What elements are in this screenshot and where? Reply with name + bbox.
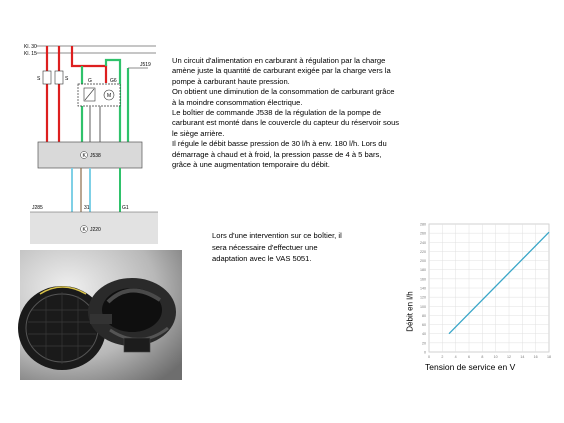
y-axis-label-wrap [403,285,417,345]
desc-line: le siège arrière. [172,128,225,138]
y-tick-label: 240 [420,240,426,245]
x-tick-label: 2 [441,355,444,359]
y-tick-label: 140 [420,286,426,291]
x-tick-label: 8 [481,355,484,359]
desc-line: pompe à carburant haute pression. [172,76,290,86]
desc-line: à la moindre consommation électrique. [172,97,303,107]
relay-right-label: G6 [110,78,117,84]
note-line: adaptation avec le VAS 5051. [212,254,312,263]
terminal-kl15-label: Kl. 15 [24,51,37,57]
fuse-left [43,71,51,84]
y-tick-label: 0 [424,350,426,355]
desc-line: On obtient une diminution de la consommation de carburant grâce [172,87,395,97]
flow-voltage-chart [405,218,555,378]
y-tick-label: 280 [420,222,426,227]
module-j538-symbol-label: K [82,153,86,159]
y-tick-label: 20 [422,341,426,346]
y-tick-label: 60 [422,323,426,328]
x-tick-label: 4 [454,355,457,359]
wiring-diagram [24,38,160,248]
x-tick-label: 12 [507,355,511,359]
module-j220-label: J220 [90,227,101,233]
x-axis-label: Tension de service en V [425,362,516,372]
y-tick-label: 160 [420,277,426,282]
x-tick-label: 14 [520,355,525,359]
fuel-tank-sender-photo [20,250,182,380]
terminal-kl30-label: Kl. 30 [24,44,37,50]
bus-right-label: G1 [122,205,129,211]
desc-line: Un circuit d'alimentation en carburant à régulation par la charge [172,56,386,65]
y-tick-label: 220 [420,249,426,254]
desc-line: grâce à une augmentation temporaire du débit. [172,160,330,170]
desc-line: carburant est monté dans le couvercle du capteur du réservoir sous [172,118,400,128]
y-tick-label: 180 [420,268,426,273]
y-tick-label: 200 [420,259,426,264]
fuse-right-label: S [65,76,69,82]
note-text [212,230,342,265]
relay-left-label: G [88,78,92,84]
x-tick-label: 16 [533,355,538,359]
motor-symbol-label: M [107,93,112,99]
desc-line: amène juste la quantité de carburant exigée par la charge vers la [172,66,391,76]
description-text [172,56,399,170]
x-ticks [428,355,551,359]
gray-wires [90,106,100,142]
x-tick-label: 18 [547,355,551,359]
x-tick-label: 0 [428,355,430,359]
desc-line: démarrage à chaud et à froid, la pression passe de 4 à 5 bars, [172,149,382,159]
note-line: sera nécessaire d'effectuer une [212,242,318,252]
fuse-left-label: S [37,76,41,82]
y-tick-label: 260 [420,231,426,236]
y-tick-label: 120 [420,295,426,300]
y-tick-label: 40 [422,332,426,337]
y-tick-label: 100 [420,304,426,309]
y-axis-label: Débit en l/h [405,291,415,332]
y-tick-label: 80 [422,313,426,318]
desc-line: Le boîtier de commande J538 de la régulation de la pompe de [172,108,381,118]
x-tick-label: 10 [493,355,498,359]
bus-mid-label: 31 [84,205,90,211]
module-j220-symbol-label: K [82,227,86,233]
x-tick-label: 6 [468,355,470,359]
note-line: Lors d'une intervention sur ce boîtier, il [212,231,342,240]
module-j538-label: J538 [90,153,101,159]
bus-left-label: J285 [32,205,43,211]
fuse-right [55,71,63,84]
relay-top-label: J519 [140,62,151,68]
y-ticks [420,223,426,355]
desc-line: Il régule le débit basse pression de 30 l/h à env. 180 l/h. Lors du [172,139,387,149]
